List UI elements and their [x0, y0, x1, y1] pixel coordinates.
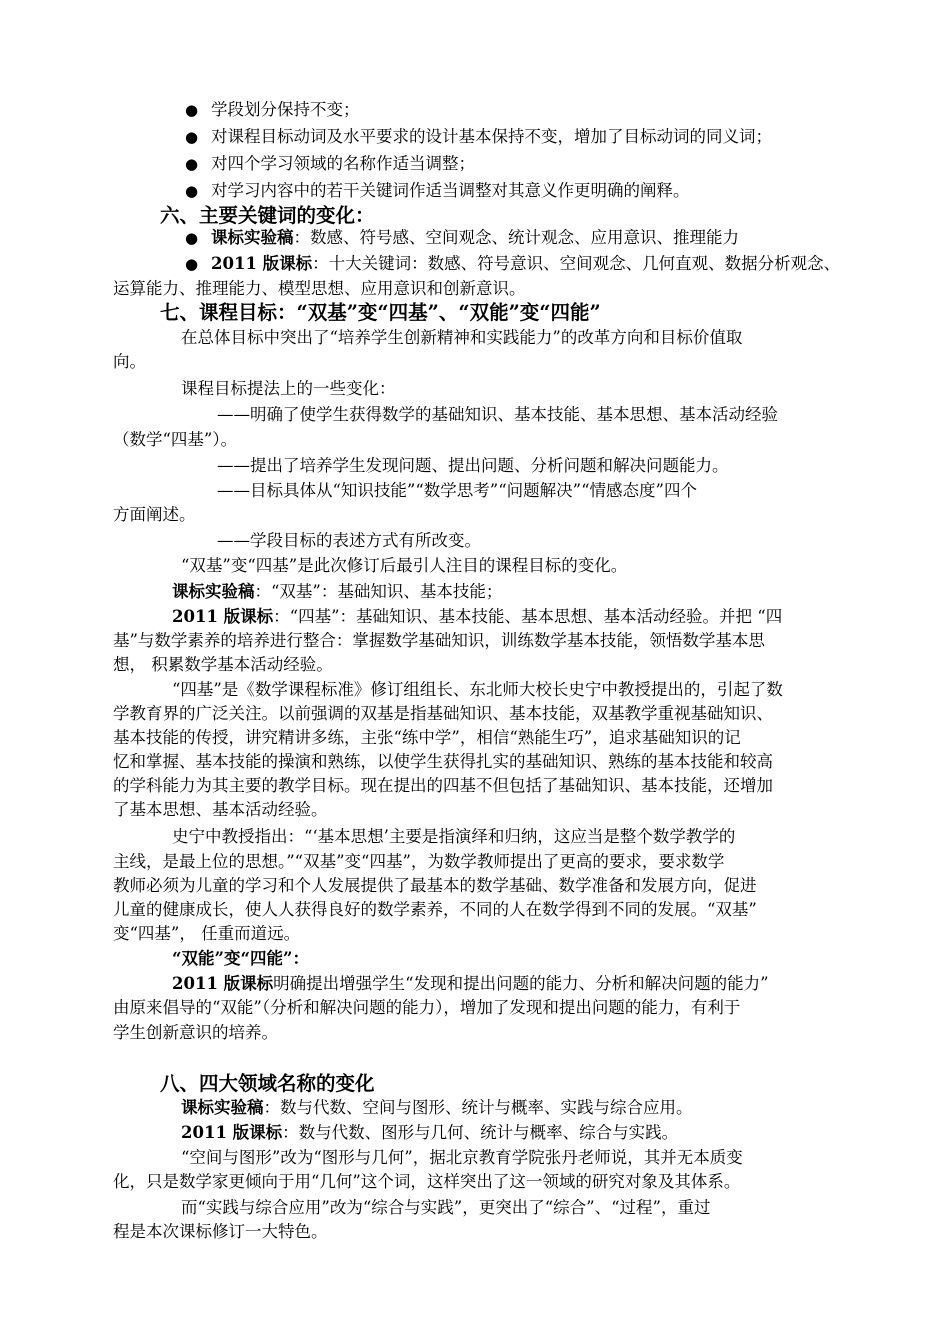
text-line: ——提出了培养学生发现问题、提出问题、分析问题和解决问题能力。	[217, 456, 729, 475]
bullet-item	[185, 252, 840, 276]
text-span: 明确提出增强学生“发现和提出问题的能力、分析和解决问题的能力”	[273, 974, 769, 993]
text-line: 化，只是数学家更倾向于用“几何”这个词，这样突出了这一领域的研究对象及其体系。	[113, 1172, 741, 1191]
bullet-item	[185, 226, 739, 250]
text-line	[172, 972, 769, 996]
text-line: 主线，是最上位的思想。”“双基”变“四基”，为数学教师提出了更高的要求，要求数学	[113, 852, 725, 871]
text-line: 向。	[113, 352, 146, 371]
text-span: ：“四基”：基础知识、基本技能、基本思想、基本活动经验。并把 “四	[273, 607, 783, 626]
text-line	[172, 605, 782, 629]
bullet-item	[185, 98, 360, 122]
text-line: 忆和掌握、基本技能的操演和熟练，以使学生获得扎实的基础知识、熟练的基本技能和较高	[113, 752, 773, 771]
text-line: 学教育界的广泛关注。以前强调的双基是指基础知识、基本技能，双基教学重视基础知识、	[113, 704, 773, 723]
bullet-text: 对学习内容中的若干关键词作适当调整对其意义作更明确的阐释。	[211, 181, 690, 200]
bullet-text: 学段划分保持不变；	[211, 100, 360, 119]
text-line: 想， 积累数学基本活动经验。	[113, 655, 333, 674]
text-line: 方面阐述。	[113, 505, 196, 524]
label-experimental: 课标实验稿	[181, 1098, 264, 1117]
bullet-item	[185, 125, 772, 149]
label-2011: 2011 版课标	[172, 607, 274, 626]
text-line: 教师必须为儿童的学习和个人发展提供了最基本的数学基础、数学准备和发展方向，促进	[113, 876, 757, 895]
bullet-text: ：数感、符号感、空间观念、统计观念、应用意识、推理能力	[293, 228, 739, 247]
subheading: “双能”变“四能”：	[172, 949, 309, 968]
text-line: ——目标具体从“知识技能”“数学思考”“问题解决”“情感态度”四个	[217, 481, 697, 500]
bullet-item	[185, 179, 690, 203]
text-line	[172, 580, 502, 604]
text-line: （数学“四基”）。	[113, 430, 238, 449]
text-line: 在总体目标中突出了“培养学生创新精神和实践能力”的改革方向和目标价值取	[181, 328, 743, 347]
text-line: 基”与数学素养的培养进行整合：掌握数学基础知识，训练数学基本技能，领悟数学基本思	[113, 631, 765, 650]
text-line: 运算能力、推理能力、模型思想、应用意识和创新意识。	[113, 279, 526, 298]
text-line: 的学科能力为其主要的教学目标。现在提出的四基不但包括了基础知识、基本技能，还增加	[113, 776, 773, 795]
text-line: 程是本次课标修订一大特色。	[113, 1222, 328, 1241]
text-span: ：“双基”：基础知识、基本技能；	[254, 582, 503, 601]
bullet-text: 对课程目标动词及水平要求的设计基本保持不变，增加了目标动词的同义词；	[211, 127, 772, 146]
bullet-item	[185, 152, 475, 176]
text-line	[181, 1121, 678, 1145]
text-line: ——学段目标的表述方式有所改变。	[217, 531, 481, 550]
text-line: 儿童的健康成长，使人人获得良好的数学素养，不同的人在数学得到不同的发展。“双基”	[113, 900, 757, 919]
text-line: 了基本思想、基本活动经验。	[113, 800, 328, 819]
section-6-heading: 六、主要关键词的变化：	[160, 204, 375, 227]
text-span: ：数与代数、图形与几何、统计与概率、综合与实践。	[282, 1123, 679, 1142]
section-7-heading: 七、课程目标：“双基”变“四基”、“双能”变“四能”	[160, 301, 601, 324]
text-line: “四基”是《数学课程标准》修订组组长、东北师大校长史宁中教授提出的，引起了数	[172, 680, 783, 699]
text-line: “双基”变“四基”是此次修订后最引人注目的课程目标的变化。	[181, 556, 628, 575]
text-line: ——明确了使学生获得数学的基础知识、基本技能、基本思想、基本活动经验	[217, 405, 778, 424]
bullet-text: ：十大关键词：数感、符号意识、空间观念、几何直观、数据分析观念、	[312, 254, 841, 273]
text-line	[181, 1096, 693, 1120]
text-line: 课程目标提法上的一些变化：	[181, 379, 396, 398]
label-experimental: 课标实验稿	[211, 228, 294, 247]
section-8-heading: 八、四大领域名称的变化	[160, 1072, 375, 1095]
text-line: 学生创新意识的培养。	[113, 1023, 278, 1042]
text-line: “空间与图形”改为“图形与几何”，据北京教育学院张丹老师说，其并无本质变	[181, 1148, 743, 1167]
text-span: ：数与代数、空间与图形、统计与概率、实践与综合应用。	[263, 1098, 693, 1117]
label-2011: 2011 版课标	[172, 974, 274, 993]
label-experimental: 课标实验稿	[172, 582, 255, 601]
text-line: 史宁中教授指出：“‘基本思想’主要是指演绎和归纳，这应当是整个数学教学的	[172, 827, 736, 846]
label-2011: 2011 版课标	[181, 1123, 283, 1142]
text-line: 基本技能的传授，讲究精讲多练，主张“练中学”，相信“熟能生巧”，追求基础知识的记	[113, 728, 741, 747]
bullet-text: 对四个学习领域的名称作适当调整；	[211, 154, 475, 173]
text-line: 由原来倡导的“双能”（分析和解决问题的能力），增加了发现和提出问题的能力，有利于	[113, 998, 741, 1017]
label-2011: 2011 版课标	[211, 254, 313, 273]
text-line: 而“实践与综合应用”改为“综合与实践”，更突出了“综合”、“过程”，重过	[181, 1198, 711, 1217]
text-line: 变“四基”， 任重而道远。	[113, 924, 301, 943]
